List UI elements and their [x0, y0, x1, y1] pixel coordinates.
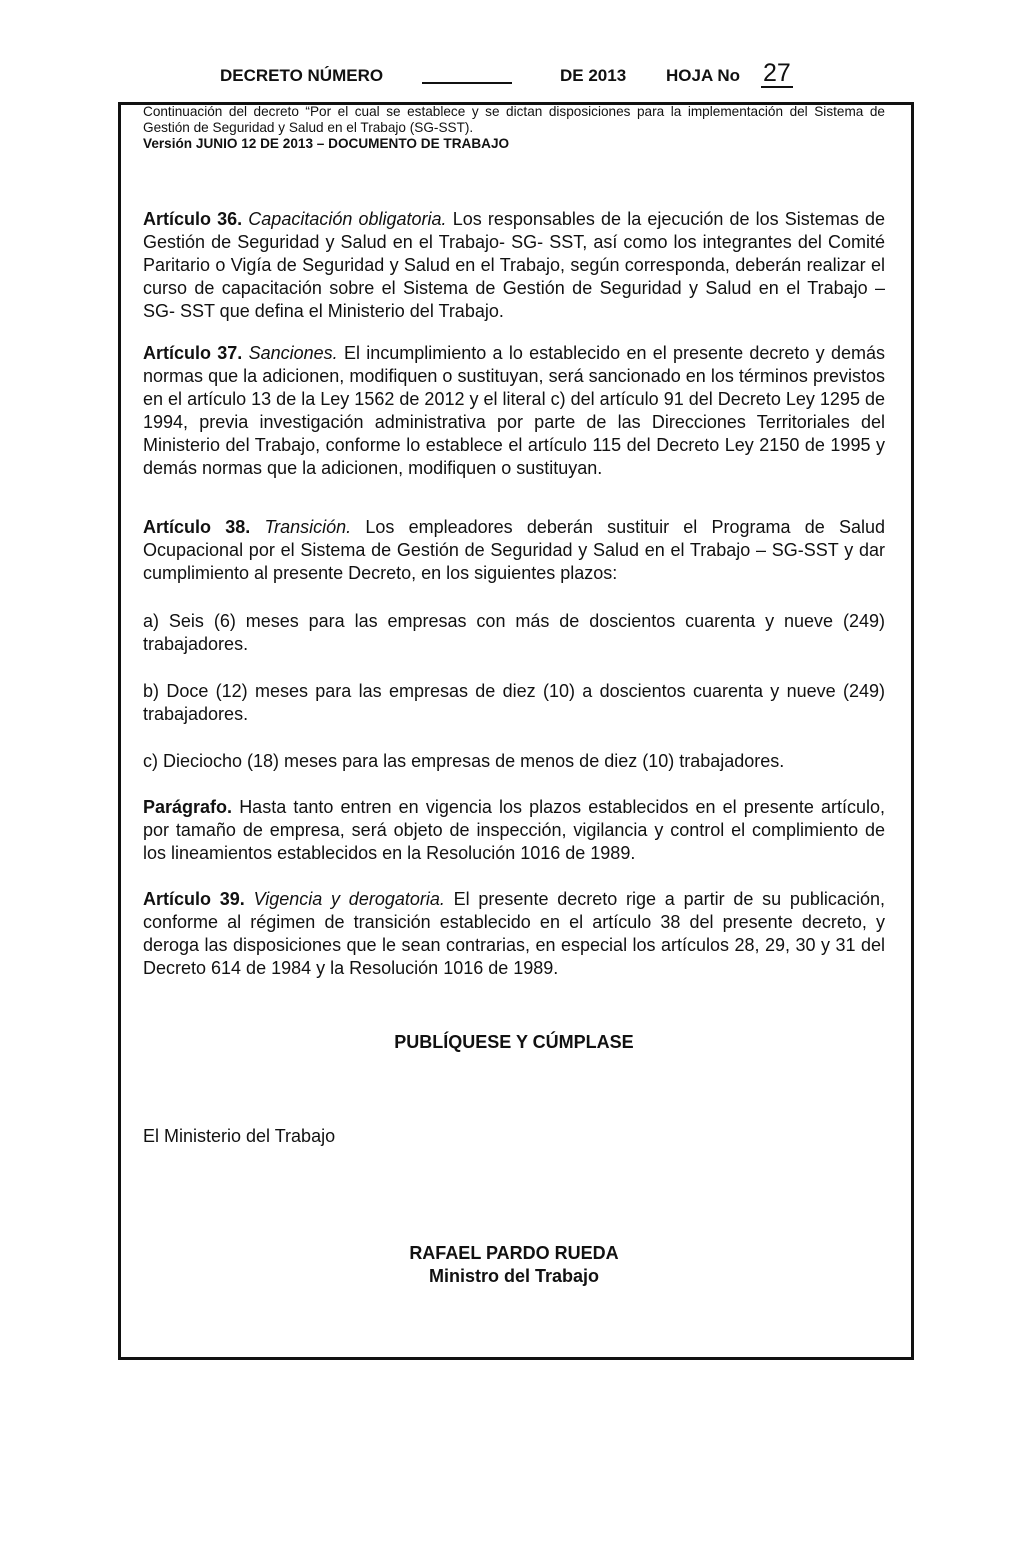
continuation-note: Continuación del decreto “Por el cual se establece y se dictan disposiciones para la implementación del Sistema de Gestión de Seguridad y Salud en el Trabajo (SG-SST).: [143, 104, 885, 135]
page-number: 27: [763, 59, 791, 87]
publiquese-heading: PUBLÍQUESE Y CÚMPLASE: [394, 1032, 634, 1052]
decreto-number-blank: [422, 82, 512, 84]
article-38-title: Transición.: [264, 517, 352, 537]
document-content: [143, 104, 885, 1286]
signer-name: RAFAEL PARDO RUEDA: [409, 1243, 619, 1263]
article-38-item-a: a) Seis (6) meses para las empresas con más de doscientos cuarenta y nueve (249) trabajadores.: [143, 611, 885, 654]
version-note: Versión JUNIO 12 DE 2013 – DOCUMENTO DE TRABAJO: [143, 136, 510, 151]
article-38-item-c: c) Dieciocho (18) meses para las empresas de menos de diez (10) trabajadores.: [143, 751, 785, 771]
article-36: [143, 208, 885, 323]
article-36-title: Capacitación obligatoria.: [248, 209, 447, 229]
article-39: [143, 888, 885, 980]
article-38-text: Los empleadores deberán sustituir el Programa de Salud Ocupacional por el Sistema de Gestión de Seguridad y Salud en el Trabajo – SG-SST y dar cumplimiento al presente Decreto, en los siguientes plazos:: [143, 517, 885, 583]
article-38-item-b: b) Doce (12) meses para las empresas de diez (10) a doscientos cuarenta y nueve (249) trabajadores.: [143, 681, 885, 724]
article-37: [143, 342, 885, 480]
signer-title: Ministro del Trabajo: [428, 1266, 600, 1286]
paragrafo-text: Hasta tanto entren en vigencia los plazos establecidos en el presente artículo, por tamaño de empresa, será objeto de inspección, vigilancia y control el complimiento de los lineamientos establecidos en la Resolución 1016 de 1989.: [143, 797, 885, 863]
page-header: [220, 60, 840, 94]
article-37-title: Sanciones.: [248, 343, 338, 363]
ministerio-line: El Ministerio del Trabajo: [143, 1126, 336, 1146]
article-37-text: El incumplimiento a lo establecido en el presente decreto y demás normas que la adicionen, modifiquen o sustituyan, será sancionado en los términos previstos en el artículo 13 de la Ley 1562 de 2012 y el literal c) del artículo 91 del Decreto Ley 1295 de 1994, previa investigación administrativa por parte de las Direcciones Territoriales del Ministerio del Trabajo, conforme lo establece el artículo 115 del Decreto Ley 2150 de 1995 y demás normas que la adicionen, modifiquen o sustituyan.: [143, 343, 885, 478]
article-37-label: Artículo 37.: [143, 343, 243, 363]
article-38-label: Artículo 38.: [143, 517, 251, 537]
article-38: [143, 516, 885, 585]
paragrafo: [143, 796, 885, 865]
article-39-text: El presente decreto rige a partir de su publicación, conforme al régimen de transición establecido en el artículo 38 del presente decreto, y deroga las disposiciones que le sean contrarias, en especial los artículos 28, 29, 30 y 31 del Decreto 614 de 1984 y la Resolución 1016 de 1989.: [143, 889, 885, 978]
article-39-label: Artículo 39.: [143, 889, 245, 909]
decreto-number-label: DECRETO NÚMERO: [220, 66, 384, 85]
signature-block: [143, 1242, 885, 1288]
hoja-label: HOJA No: [666, 66, 740, 85]
article-36-text: Los responsables de la ejecución de los Sistemas de Gestión de Seguridad y Salud en el Trabajo- SG- SST, así como los integrantes del Comité Paritario o Vigía de Seguridad y Salud en el Trabajo, según corresponda, deberán realizar el curso de capacitación sobre el Sistema de Gestión de Seguridad y Salud en el Trabajo – SG- SST que defina el Ministerio del Trabajo.: [143, 209, 885, 321]
paragrafo-label: Parágrafo.: [143, 797, 233, 817]
decreto-year-label: DE 2013: [560, 66, 627, 85]
article-36-label: Artículo 36.: [143, 209, 243, 229]
article-39-title: Vigencia y derogatoria.: [253, 889, 445, 909]
